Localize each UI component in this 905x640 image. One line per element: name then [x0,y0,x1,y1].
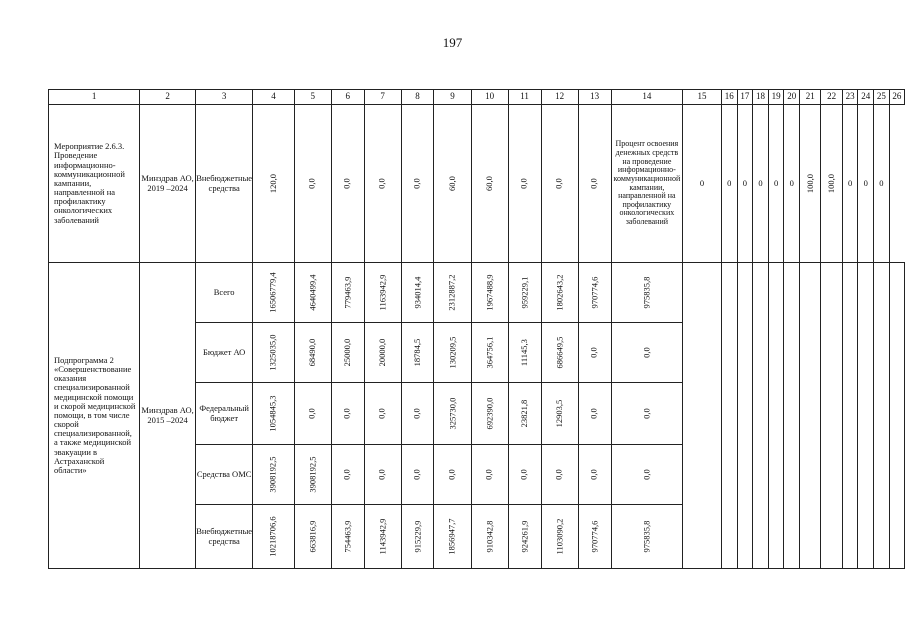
funding-value [401,383,434,445]
event-value [364,105,401,263]
rotated-value: 970774,6 [588,276,599,309]
header-cell: 19 [768,90,784,105]
funding-value [541,323,578,383]
funding-value [294,505,331,569]
rotated-value: 975835,8 [641,276,652,309]
rotated-value: 60,0 [483,176,494,191]
rotated-value: 0,0 [588,408,599,419]
header-cell: 25 [874,90,890,105]
funding-value [294,263,331,323]
rotated-value: 934014,4 [411,276,422,309]
event-value [578,105,611,263]
header-cell: 20 [784,90,800,105]
rotated-value: 0,0 [553,469,564,480]
indicator-value: 0 [683,105,722,263]
rotated-value: 100,0 [826,173,837,194]
funding-value [471,263,508,323]
rotated-value: 0,0 [411,178,422,189]
rotated-value: 25000,0 [342,338,353,367]
funding-value [471,323,508,383]
funding-value [434,323,471,383]
header-cell: 5 [294,90,331,105]
funding-value [434,263,471,323]
rotated-value: 18784,5 [411,338,422,367]
rotated-value: 0,0 [553,178,564,189]
header-cell: 6 [331,90,364,105]
program-name: Подпрограмма 2 «Совершенствование оказания специализированной медицинской помощи и скорой медицинской помощи, в том числе скорой специализированной, а также медицинской эвакуации в Астраханской области» [49,263,140,569]
header-cell: 1 [49,90,140,105]
header-cell: 15 [683,90,722,105]
rotated-value: 23821,8 [518,399,529,428]
header-cell: 18 [753,90,769,105]
header-cell: 26 [889,90,904,105]
rotated-value: 1054845,3 [267,395,278,432]
funding-value [541,445,578,505]
funding-value [364,323,401,383]
empty-cell [858,263,874,569]
funding-value [434,505,471,569]
indicator-value: 0 [842,105,858,263]
event-row [49,105,905,263]
funding-value [331,323,364,383]
funding-value [253,323,294,383]
funding-value [471,445,508,505]
funding-value [471,383,508,445]
funding-value [364,445,401,505]
rotated-value: 0,0 [342,408,353,419]
empty-cell [768,263,784,569]
rotated-value: 0,0 [446,469,457,480]
header-cell: 17 [737,90,753,105]
program-row [49,263,905,323]
funding-value [253,383,294,445]
rotated-value: 0,0 [411,469,422,480]
event-value [331,105,364,263]
rotated-value: 663816,9 [307,520,318,553]
funding-value [578,263,611,323]
funding-value [611,263,683,323]
rotated-value: 0,0 [342,178,353,189]
rotated-value: 0,0 [641,347,652,358]
rotated-value: 692390,0 [483,397,494,430]
funding-value [508,445,541,505]
empty-cell [753,263,769,569]
rotated-value: 1802643,2 [553,274,564,311]
funding-value [578,323,611,383]
rotated-value: 0,0 [411,408,422,419]
header-cell: 14 [611,90,683,105]
header-cell: 9 [434,90,471,105]
indicator-value: 0 [721,105,737,263]
header-cell: 13 [578,90,611,105]
header-cell: 24 [858,90,874,105]
funding-value [578,445,611,505]
funding-value [434,383,471,445]
rotated-value: 0,0 [342,469,353,480]
rotated-value: 0,0 [377,178,388,189]
rotated-value: 16506779,4 [267,272,278,313]
indicator-value: 0 [874,105,890,263]
event-value [401,105,434,263]
rotated-value: 3908192,5 [267,456,278,493]
funding-value [364,263,401,323]
empty-cell [842,263,858,569]
funding-value [578,383,611,445]
funding-value [611,505,683,569]
empty-cell [889,263,904,569]
header-cell: 21 [800,90,821,105]
header-cell: 2 [140,90,196,105]
funding-value [401,505,434,569]
funding-value [508,383,541,445]
funding-value [401,323,434,383]
rotated-value: 1163942,9 [377,274,388,311]
rotated-value: 12903,5 [553,399,564,428]
rotated-value: 970774,6 [588,520,599,553]
funding-value [508,505,541,569]
rotated-value: 0,0 [307,178,318,189]
indicator-value [821,105,842,263]
header-cell: 16 [721,90,737,105]
funding-value [294,383,331,445]
rotated-value: 0,0 [377,469,388,480]
rotated-value: 0,0 [518,178,529,189]
header-cell: 22 [821,90,842,105]
empty-cell [800,263,821,569]
header-cell: 23 [842,90,858,105]
funding-value [253,263,294,323]
indicator-value: 0 [753,105,769,263]
event-value [253,105,294,263]
header-cell: 11 [508,90,541,105]
rotated-value: 120,0 [267,173,278,194]
funding-source: Бюджет АО [195,323,252,383]
empty-cell [721,263,737,569]
event-value [471,105,508,263]
rotated-value: 325730,0 [446,397,457,430]
funding-value [401,445,434,505]
indicator-value [800,105,821,263]
funding-value [541,383,578,445]
indicator-value: 0 [768,105,784,263]
funding-source: Средства ОМС [195,445,252,505]
empty-cell [683,263,722,569]
funding-value [508,263,541,323]
funding-value [331,445,364,505]
funding-value [471,505,508,569]
funding-value [541,263,578,323]
rotated-value: 686649,5 [553,336,564,369]
rotated-value: 11145,3 [518,338,529,366]
funding-source: Федеральный бюджет [195,383,252,445]
rotated-value: 1143942,9 [377,518,388,555]
funding-value [331,263,364,323]
funding-value [331,383,364,445]
empty-cell [821,263,842,569]
rotated-value: 0,0 [588,469,599,480]
rotated-value: 130209,5 [446,336,457,369]
funding-value [253,445,294,505]
empty-cell [737,263,753,569]
header-row [49,90,905,105]
rotated-value: 1856947,7 [446,518,457,555]
empty-cell [784,263,800,569]
rotated-value: 0,0 [588,347,599,358]
rotated-value: 1103090,2 [553,518,564,555]
event-value [294,105,331,263]
event-indicator: Процент освоения денежных средств на проведение информационно-коммуникационной кампании, направленной на профилактику онкологических заболеваний [611,105,683,263]
funding-value [611,383,683,445]
header-cell: 3 [195,90,252,105]
header-cell: 4 [253,90,294,105]
header-cell: 12 [541,90,578,105]
page-number: 197 [442,35,463,50]
funding-source: Внебюджетные средства [195,505,252,569]
funding-value [434,445,471,505]
rotated-value: 364756,1 [483,336,494,369]
rotated-value: 1325035,0 [267,334,278,371]
rotated-value: 20000,0 [377,338,388,367]
rotated-value: 975835,8 [641,520,652,553]
event-name: Мероприятие 2.6.3. Проведение информационно-коммуникационной кампании, направленной на профилактику онкологических заболеваний [49,105,140,263]
event-value [508,105,541,263]
funding-value [294,445,331,505]
rotated-value: 4640499,4 [307,274,318,311]
rotated-value: 60,0 [446,176,457,191]
rotated-value: 0,0 [641,469,652,480]
funding-value [401,263,434,323]
funding-value [508,323,541,383]
funding-value [611,445,683,505]
event-executor: Минздрав АО, 2019 –2024 [140,105,196,263]
rotated-value: 779463,9 [342,276,353,309]
funding-value [541,505,578,569]
program-table [48,89,905,569]
event-value [541,105,578,263]
rotated-value: 0,0 [641,408,652,419]
event-value [434,105,471,263]
funding-value [364,383,401,445]
rotated-value: 959229,1 [518,276,529,309]
rotated-value: 910342,8 [483,520,494,553]
rotated-value: 0,0 [377,408,388,419]
header-cell: 8 [401,90,434,105]
rotated-value: 915229,9 [411,520,422,553]
indicator-value: 0 [737,105,753,263]
funding-value [294,323,331,383]
rotated-value: 0,0 [588,178,599,189]
event-source: Внебюджетные средства [195,105,252,263]
header-cell: 7 [364,90,401,105]
rotated-value: 0,0 [518,469,529,480]
funding-value [611,323,683,383]
rotated-value: 754463,9 [342,520,353,553]
rotated-value: 10218706,6 [267,516,278,557]
rotated-value: 100,0 [804,173,815,194]
funding-value [578,505,611,569]
indicator-value: 0 [784,105,800,263]
funding-value [331,505,364,569]
indicator-value: 0 [858,105,874,263]
rotated-value: 0,0 [483,469,494,480]
rotated-value: 924261,9 [518,520,529,553]
funding-value [253,505,294,569]
rotated-value: 68490,0 [307,338,318,367]
funding-source: Всего [195,263,252,323]
rotated-value: 3908192,5 [307,456,318,493]
rotated-value: 1967488,9 [483,274,494,311]
rotated-value: 2312887,2 [446,274,457,311]
rotated-value: 0,0 [307,408,318,419]
header-cell: 10 [471,90,508,105]
empty-cell [874,263,890,569]
program-executor: Минздрав АО, 2015 –2024 [140,263,196,569]
funding-value [364,505,401,569]
